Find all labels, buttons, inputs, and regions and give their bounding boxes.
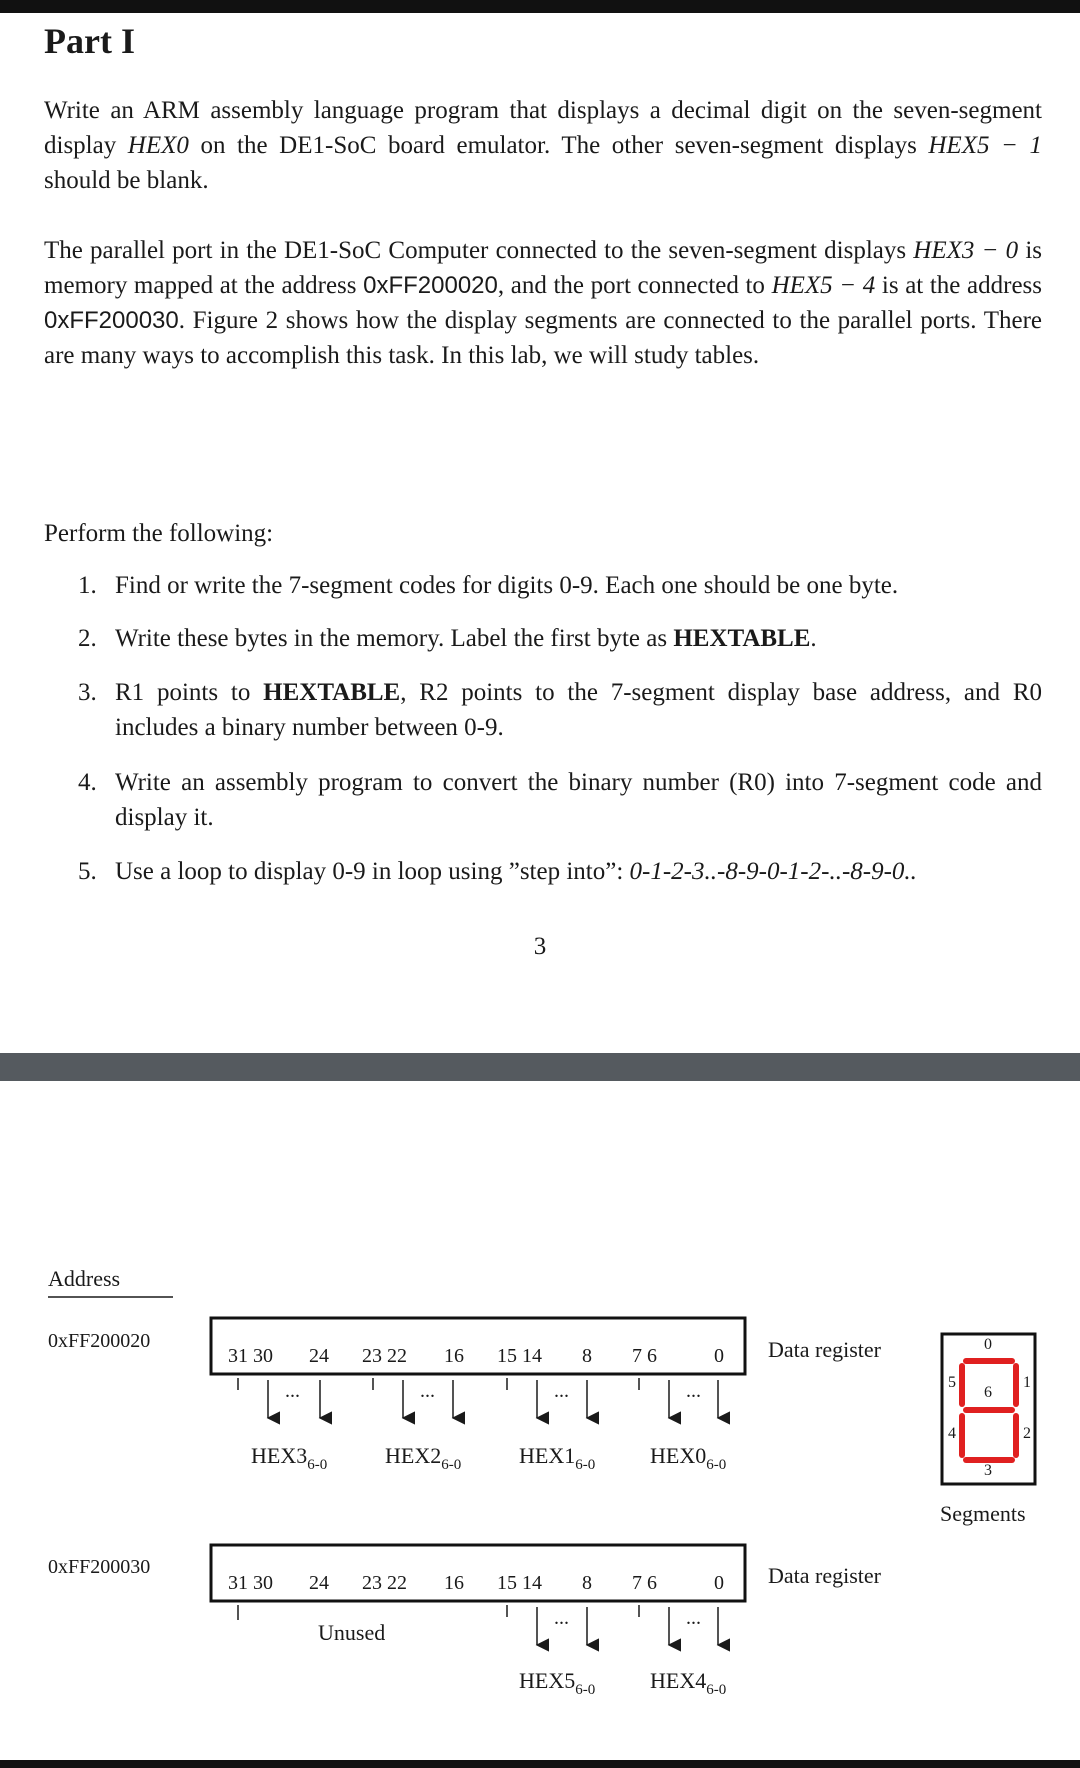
segment-label-2: 2 <box>1023 1425 1031 1442</box>
output-name: HEX1 <box>519 1443 576 1468</box>
page-heading: Part I <box>44 21 135 61</box>
hex4-output-label <box>650 1668 726 1699</box>
step-text-part: Write these bytes in the memory. Label the first byte as <box>115 625 674 652</box>
output-bits: 6-0 <box>575 1682 596 1698</box>
bit-label: 8 <box>582 1345 592 1367</box>
bit-ellipsis: ... <box>686 1607 701 1629</box>
step-italic: 0-1-2-3..-8-9-0-1-2-..-8-9-0.. <box>629 858 917 885</box>
port-text-4: is at the address <box>875 272 1043 299</box>
step-number: 3. <box>78 679 97 706</box>
output-name: HEX3 <box>251 1443 308 1468</box>
bit-label: 15 14 <box>497 1572 542 1594</box>
output-name: HEX2 <box>385 1443 442 1468</box>
bit-label: 31 30 <box>228 1345 273 1367</box>
bit-label: 23 22 <box>362 1572 407 1594</box>
step-text-part: Use a loop to display 0-9 in loop using ”step into”: <box>115 858 630 885</box>
output-bits: 6-0 <box>307 1457 328 1473</box>
port-hex54: HEX5 − 4 <box>771 272 876 299</box>
hex3-output-label <box>251 1443 327 1474</box>
bit-ellipsis: ... <box>420 1380 435 1402</box>
segment-label-0: 0 <box>984 1336 992 1353</box>
output-name: HEX4 <box>650 1668 707 1693</box>
bit-label: 8 <box>582 1572 592 1594</box>
step-number: 1. <box>78 572 97 599</box>
step-number: 5. <box>78 858 97 885</box>
bit-label: 24 <box>309 1572 329 1594</box>
register-1-label: Data register <box>768 1337 881 1362</box>
bit-label: 0 <box>714 1572 724 1594</box>
step-bold: HEXTABLE <box>263 679 401 706</box>
register-2-box <box>211 1545 745 1601</box>
segment-label-3: 3 <box>984 1462 992 1479</box>
hex0-output-label <box>650 1443 726 1474</box>
segment-label-5: 5 <box>948 1374 956 1391</box>
register-2-label: Data register <box>768 1563 881 1588</box>
port-text-5: . Figure 2 shows how the display segments are connected to the parallel ports. There are many ways to accomplish this task. In this lab, we will study tables. <box>44 307 1042 369</box>
intro-hex51: HEX5 − 1 <box>928 132 1042 159</box>
output-name: HEX0 <box>650 1443 707 1468</box>
step-text: Find or write the 7-segment codes for digits 0-9. Each one should be one byte. <box>115 572 899 599</box>
hex5-output-label <box>519 1668 595 1699</box>
port-text-3: , and the port connected to <box>497 272 772 299</box>
intro-text-2: on the DE1-SoC board emulator. The other seven-segment displays <box>188 132 929 159</box>
bit-ellipsis: ... <box>554 1380 569 1402</box>
intro-hex0: HEX0 <box>127 132 189 159</box>
output-bits: 6-0 <box>706 1457 727 1473</box>
perform-heading: Perform the following: <box>44 520 274 547</box>
intro-text-1: Write an ARM assembly language program that displays a decimal digit on the seven-segment display <box>44 97 1042 159</box>
register-2-arrows <box>238 1605 718 1645</box>
intro-text-3: should be blank. <box>44 167 209 194</box>
register-2-address: 0xFF200030 <box>48 1556 151 1578</box>
bit-ellipsis: ... <box>285 1380 300 1402</box>
port-text-1: The parallel port in the DE1-SoC Computer connected to the seven-segment displays <box>44 237 914 264</box>
output-bits: 6-0 <box>441 1457 462 1473</box>
bit-label: 7 6 <box>632 1345 657 1367</box>
bit-label: 24 <box>309 1345 329 1367</box>
register-1-arrows <box>238 1378 718 1418</box>
output-name: HEX5 <box>519 1668 576 1693</box>
step-number: 4. <box>78 769 97 796</box>
bit-label: 16 <box>444 1572 464 1594</box>
segment-label-1: 1 <box>1023 1374 1031 1391</box>
step-text-part: . <box>810 625 817 652</box>
bit-label: 16 <box>444 1345 464 1367</box>
step-text-part: , R2 points to the 7-segment display base address, and R0 includes a binary number between 0-9. <box>115 679 1042 741</box>
segment-label-6: 6 <box>984 1384 992 1401</box>
bit-ellipsis: ... <box>686 1380 701 1402</box>
bit-label: 0 <box>714 1345 724 1367</box>
bit-ellipsis: ... <box>554 1607 569 1629</box>
output-bits: 6-0 <box>706 1682 727 1698</box>
step-bold: HEXTABLE <box>673 625 811 652</box>
bit-label: 7 6 <box>632 1572 657 1594</box>
hex2-output-label <box>385 1443 461 1474</box>
port-text-2: is memory mapped at the address <box>44 237 1042 299</box>
output-bits: 6-0 <box>575 1457 596 1473</box>
bit-label: 31 30 <box>228 1572 273 1594</box>
port-hex30: HEX3 − 0 <box>913 237 1019 264</box>
port-address-1: 0xFF200020 <box>363 272 498 299</box>
bit-label: 23 22 <box>362 1345 407 1367</box>
segment-label-4: 4 <box>948 1425 956 1442</box>
bit-label: 15 14 <box>497 1345 542 1367</box>
page-number: 3 <box>533 933 547 960</box>
address-header: Address <box>48 1266 121 1291</box>
step-text-part: R1 points to <box>115 679 264 706</box>
bottom-bar <box>0 1760 1080 1768</box>
register-1-address: 0xFF200020 <box>48 1330 151 1352</box>
step-number: 2. <box>78 625 97 652</box>
unused-label: Unused <box>318 1620 386 1645</box>
hex1-output-label <box>519 1443 595 1474</box>
step-text: Write an assembly program to convert the binary number (R0) into 7-segment code and display it. <box>115 769 1042 831</box>
segments-caption: Segments <box>940 1501 1026 1526</box>
port-address-2: 0xFF200030 <box>44 307 179 334</box>
register-1-box <box>211 1318 745 1374</box>
